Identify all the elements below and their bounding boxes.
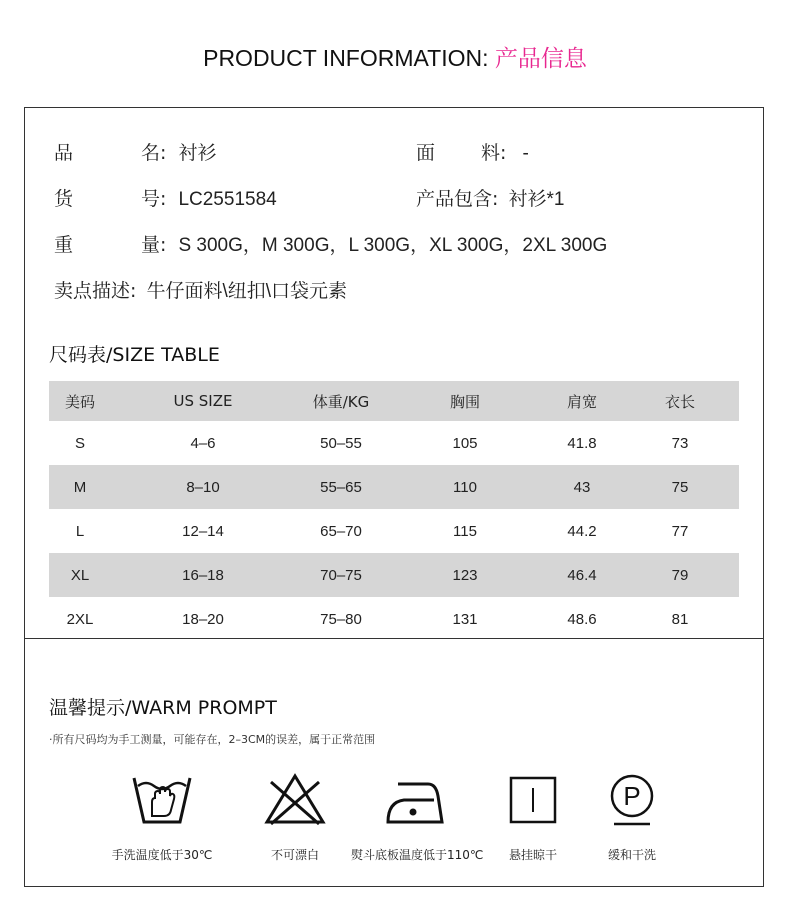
cell-length: 73 bbox=[671, 434, 689, 452]
table-row bbox=[49, 597, 739, 641]
svg-text:P: P bbox=[623, 781, 641, 811]
cell-us-size: 4–6 bbox=[190, 434, 216, 452]
cell-length: 75 bbox=[671, 478, 689, 496]
cell-length: 81 bbox=[671, 610, 689, 628]
cell-us-size: 16–18 bbox=[182, 566, 224, 584]
table-row bbox=[49, 509, 739, 553]
table-row bbox=[49, 465, 739, 509]
cell-size: S bbox=[74, 434, 85, 452]
care-item-iron bbox=[351, 772, 484, 863]
info-weight-value: S 300G，M 300G，L 300G，XL 300G，2XL 300G bbox=[178, 235, 608, 256]
measurement-note: ·所有尺码均为手工测量，可能存在，2–3CM的误差，属于正常范围 bbox=[49, 733, 376, 746]
header-cell: 肩宽 bbox=[566, 392, 597, 411]
header-cell: US SIZE bbox=[173, 392, 233, 410]
title-en: PRODUCT INFORMATION: bbox=[203, 45, 489, 71]
cell-size: 2XL bbox=[66, 610, 94, 628]
info-fabric-row: 面 料 : - bbox=[416, 138, 529, 165]
cell-weight: 65–70 bbox=[320, 522, 362, 540]
cell-weight: 70–75 bbox=[320, 566, 362, 584]
care-label: 悬挂晾干 bbox=[508, 848, 557, 862]
cell-size: M bbox=[73, 478, 87, 496]
cell-chest: 110 bbox=[453, 478, 477, 496]
info-weight-label: 重 量 bbox=[54, 234, 160, 256]
size-table bbox=[49, 381, 739, 641]
cell-chest: 105 bbox=[452, 434, 478, 452]
cell-weight: 50–55 bbox=[320, 434, 362, 452]
info-fabric-value: - bbox=[522, 143, 529, 164]
cell-chest: 131 bbox=[452, 610, 478, 628]
care-label: 手洗温度低于30℃ bbox=[111, 848, 213, 862]
info-selling-value: 牛仔面料\纽扣\口袋元素 bbox=[146, 281, 348, 302]
size-table-title: 尺码表/SIZE TABLE bbox=[49, 344, 220, 366]
cell-size: L bbox=[75, 522, 85, 540]
info-sku-value: LC2551584 bbox=[178, 189, 277, 210]
info-includes-label: 产品包含: bbox=[416, 188, 499, 210]
cell-shoulder: 48.6 bbox=[567, 610, 597, 628]
cell-shoulder: 44.2 bbox=[567, 522, 597, 540]
cell-chest: 115 bbox=[453, 522, 477, 540]
info-selling-label: 卖点描述: bbox=[54, 280, 137, 302]
header-cell: 衣长 bbox=[664, 392, 695, 411]
care-label: 不可漂白 bbox=[270, 848, 319, 862]
cell-size: XL bbox=[70, 566, 90, 584]
care-item-hand-wash bbox=[97, 772, 227, 863]
cell-shoulder: 43 bbox=[573, 478, 591, 496]
info-includes-row bbox=[416, 184, 564, 211]
cell-length: 77 bbox=[671, 522, 689, 540]
info-fabric-label: 面 料 bbox=[416, 142, 500, 164]
info-weight-row: 重 量 : S 300G，M 300G，L 300G，XL 300G，2XL 300G bbox=[54, 230, 607, 257]
cell-shoulder: 41.8 bbox=[567, 434, 597, 452]
info-selling-row bbox=[54, 276, 347, 303]
title-cn: 产品信息 bbox=[494, 46, 587, 72]
cell-chest: 123 bbox=[452, 566, 478, 584]
care-label: 缓和干洗 bbox=[607, 848, 656, 862]
cell-shoulder: 46.4 bbox=[567, 566, 597, 584]
info-sku-row: 货 号 : LC2551584 bbox=[54, 184, 277, 211]
cell-weight: 55–65 bbox=[320, 478, 362, 496]
hang-dry-icon bbox=[501, 772, 565, 828]
iron-low-icon bbox=[384, 772, 448, 828]
header-cell: 体重/KG bbox=[312, 392, 370, 411]
care-item-dry-clean bbox=[567, 772, 697, 863]
care-label: 熨斗底板温度低于110℃ bbox=[351, 848, 484, 862]
info-includes-value: 衬衫*1 bbox=[508, 189, 565, 210]
dry-clean-p-icon bbox=[600, 772, 664, 828]
table-row bbox=[49, 553, 739, 597]
header-cell: 美码 bbox=[64, 392, 95, 411]
header-cell: 胸围 bbox=[449, 392, 480, 411]
table-row bbox=[49, 421, 739, 465]
info-name-row: 品 名 : 衬衫 bbox=[54, 138, 216, 165]
care-item-no-bleach bbox=[230, 772, 360, 863]
cell-weight: 75–80 bbox=[320, 610, 362, 628]
info-name-label: 品 名 bbox=[54, 142, 160, 164]
size-table-header-row bbox=[49, 381, 739, 421]
warm-prompt-title: 温馨提示/WARM PROMPT bbox=[49, 697, 277, 719]
info-name-value: 衬衫 bbox=[178, 143, 217, 164]
info-sku-label: 货 号 bbox=[54, 188, 160, 210]
page-title bbox=[0, 40, 790, 73]
no-bleach-icon bbox=[263, 772, 327, 828]
hand-wash-icon bbox=[130, 772, 194, 828]
cell-length: 79 bbox=[671, 566, 689, 584]
cell-us-size: 12–14 bbox=[182, 522, 224, 540]
cell-us-size: 8–10 bbox=[186, 478, 220, 496]
cell-us-size: 18–20 bbox=[182, 610, 224, 628]
